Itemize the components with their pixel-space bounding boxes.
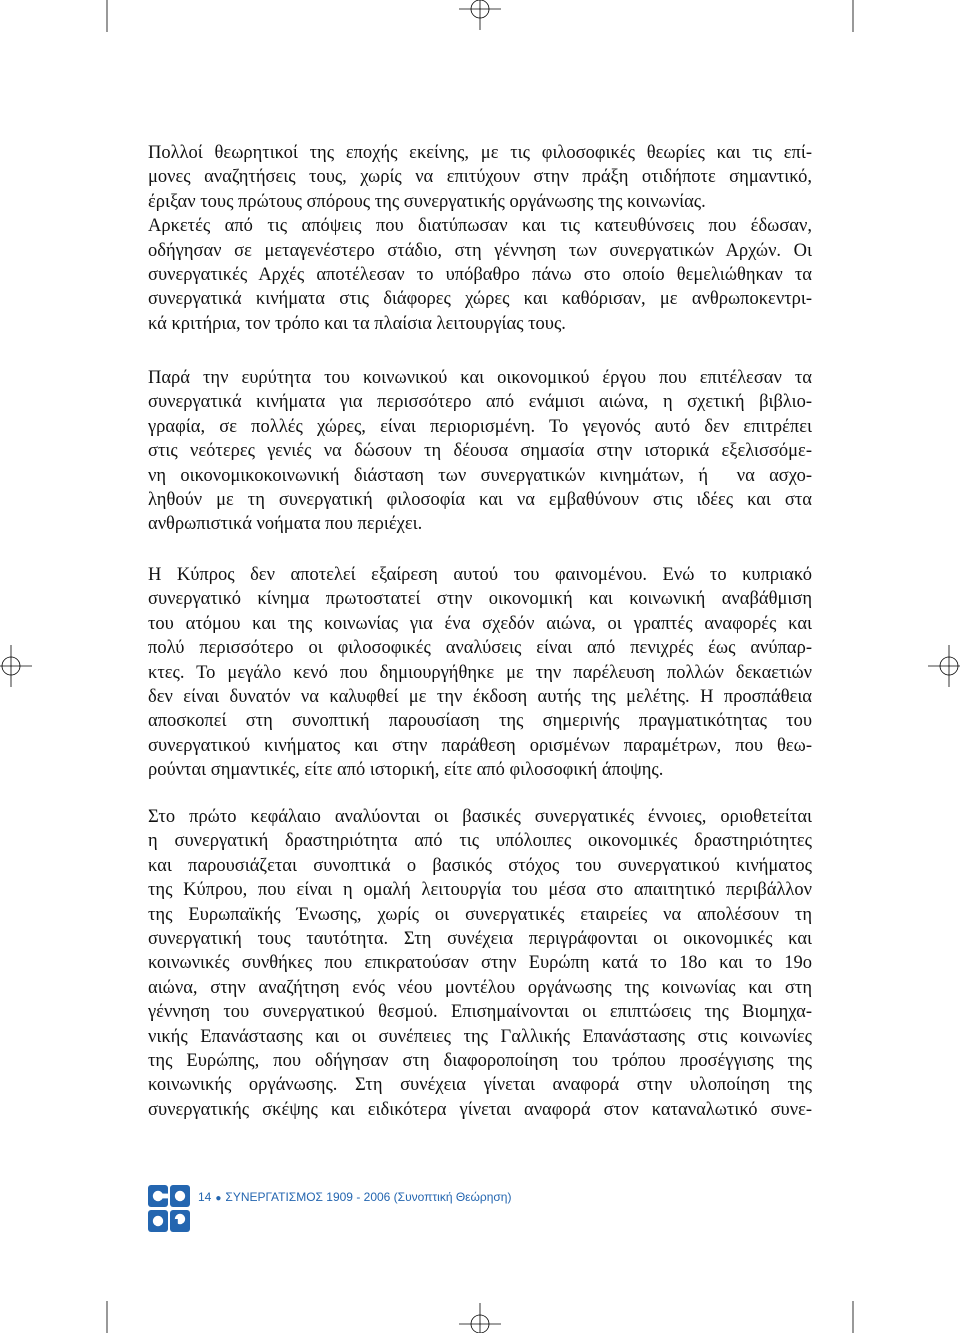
text-line: συνεργατικές Αρχές αποτέλεσαν το υπόβαθρο πάνω στο οποίο θεμελιώθηκαν τα [148,265,812,286]
text-line: συνεργατικού κινήματος και στην παράθεση ορισμένων παραμέτρων, που θεω- [148,735,812,756]
paragraph-4 [148,805,812,1122]
text-line: Παρά την ευρύτητα του κοινωνικού και οικονομικού έργου που επιτέλεσαν τα [148,368,812,388]
text-line: αιώνα, στην αναζήτηση ενός νέου μοντέλου οργάνωσης της κοινωνίας και στη [148,977,812,998]
text-line: συνεργατικής σκέψης και ειδικότερα γίνεται αναφορά στον καταναλωτικό συνε- [148,1099,812,1120]
logo-letter-p [170,1210,190,1232]
registration-mark-top [459,0,501,30]
text-line: γέννηση του συνεργατικού θεσμού. Επισημαίνονται οι επιπτώσεις της Βιομηχα- [148,1002,812,1023]
text-line: και παρουσιάζεται συνοπτικά ο βασικός στόχος του συνεργατικού κινήματος [148,855,812,876]
text-line: πολύ περισσότερο οι φιλοσοφικές αναλύσεις είναι από πενιχρές έως ανύπαρ- [148,638,812,659]
text-line: Πολλοί θεωρητικοί της εποχής εκείνης, με τις φιλοσοφικές θεωρίες και τις επί- [148,143,812,163]
text-line: μονες αναζητήσεις τους, χωρίς να επιτύχουν στην πράξη οτιδήποτε σημαντικό, [148,167,812,188]
text-line: δεν είναι δυνατόν να καλυφθεί με την έκδοση αυτής της μελέτης. Η προσπάθεια [148,687,812,708]
text-line: στις νεότερες γενιές να δώσουν τη δέουσα σημασία στην ιστορικά εξελισσόμε- [148,441,812,462]
logo-letter-o [170,1185,190,1207]
registration-mark-left [0,645,32,687]
page-number: 14 [198,1190,212,1204]
text-line: του ατόμου και της κοινωνίας για ένα σχεδόν αιώνα, οι γραπτές αναφορές και [148,613,812,634]
text-line: ρούνται σημαντικές, είτε από ιστορική, είτε από φιλοσοφική άποψης. [148,760,664,781]
text-line: κά κριτήρια, τον τρόπο και τα πλαίσια λειτουργίας τους. [148,313,566,334]
text-line: νη οικονομικοκοινωνική διάσταση των συνεργατικών κινημάτων, ή να ασχο- [148,465,812,486]
text-line: κοινωνικής οργάνωσης. Στη συνέχεια γίνεται αναφορά στην υλοποίηση της [148,1075,812,1096]
text-line: ανθρωπιστικά νοήματα που περιέχει. [148,514,423,535]
page-footer [148,1185,648,1233]
text-line: έριξαν τους πρώτους σπόρους της συνεργατικής οργάνωσης της κοινωνίας. [148,191,706,212]
text-line: η συνεργατική δραστηριότητα από τις υπόλοιπες οικονομικές δραστηριότητες [148,831,812,852]
paragraph-3 [148,563,812,783]
running-footer [198,1189,511,1207]
text-line: συνεργατικά κινήματα στις διάφορες χώρες και καθόρισαν, με ανθρωποκεντρι- [148,289,812,310]
text-line: Στο πρώτο κεφάλαιο αναλύονται οι βασικές συνεργατικές έννοιες, οριοθετείται [148,807,812,827]
text-line: της Ευρώπης, που οδήγησαν στη διαφοροποίηση του τρόπου προσέγγισης της [148,1051,812,1072]
logo-letter-c [148,1185,168,1207]
running-title: ΣΥΝΕΡΓΑΤΙΣΜΟΣ 1909 - 2006 (Συνοπτική Θεώρηση) [225,1190,512,1204]
text-line: συνεργατική τους ταυτότητα. Στη συνέχεια περιγράφονται οι οικονομικές και [148,929,812,950]
text-line: Αρκετές από τις απόψεις που διατύπωσαν και τις κατευθύνσεις που έδωσαν, [148,216,812,237]
text-line: κοινωνικές συνθήκες που επικρατούσαν στην Ευρώπη κατά το 18ο και το 19ο [148,953,812,974]
coop-logo [148,1185,190,1232]
text-line: της Ευρωπαϊκής Ένωσης, χωρίς οι συνεργατικές εταιρείες να απολέσουν τη [148,904,812,925]
bullet-separator: ● [215,1193,222,1204]
text-line: της Κύπρου, που είναι η ομαλή λειτουργία του μέσα στο απαιτητικό περιβάλλον [148,880,812,901]
text-line: νικής Επανάστασης και οι συνέπειες της Γαλλικής Επανάστασης στις κοινωνίες [148,1026,812,1047]
logo-letter-o [148,1210,168,1232]
text-line: κτες. Το μεγάλο κενό που δημιουργήθηκε με την παρέλευση πολλών δεκαετιών [148,662,812,683]
registration-mark-bottom [459,1303,501,1333]
text-line: συνεργατικό κίνημα πρωτοστατεί στην οικονομική και κοινωνική αναβάθμιση [148,589,812,610]
text-line: συνεργατικά κινήματα για περισσότερο από ενάμισι αιώνα, η σχετική βιβλιο- [148,392,812,413]
text-line: αποσκοπεί στη συνοπτική παρουσίαση της σημερινής πραγματικότητας του [148,711,812,732]
text-line: Η Κύπρος δεν αποτελεί εξαίρεση αυτού του φαινομένου. Ενώ το κυπριακό [148,565,812,585]
text-line: γραφία, σε πολλές χώρες, είναι περιορισμένη. Το γεγονός αυτό δεν επιτρέπει [148,416,812,437]
registration-mark-right [928,645,960,687]
paragraph-1 [148,141,812,336]
text-line: ληθούν με τη συνεργατική φιλοσοφία και να εμβαθύνουν στις ιδέες και στα [148,490,812,511]
paragraph-2 [148,366,812,537]
text-line: οδήγησαν σε μεταγενέστερο στάδιο, στη γέννηση των συνεργατικών Αρχών. Οι [148,240,812,261]
